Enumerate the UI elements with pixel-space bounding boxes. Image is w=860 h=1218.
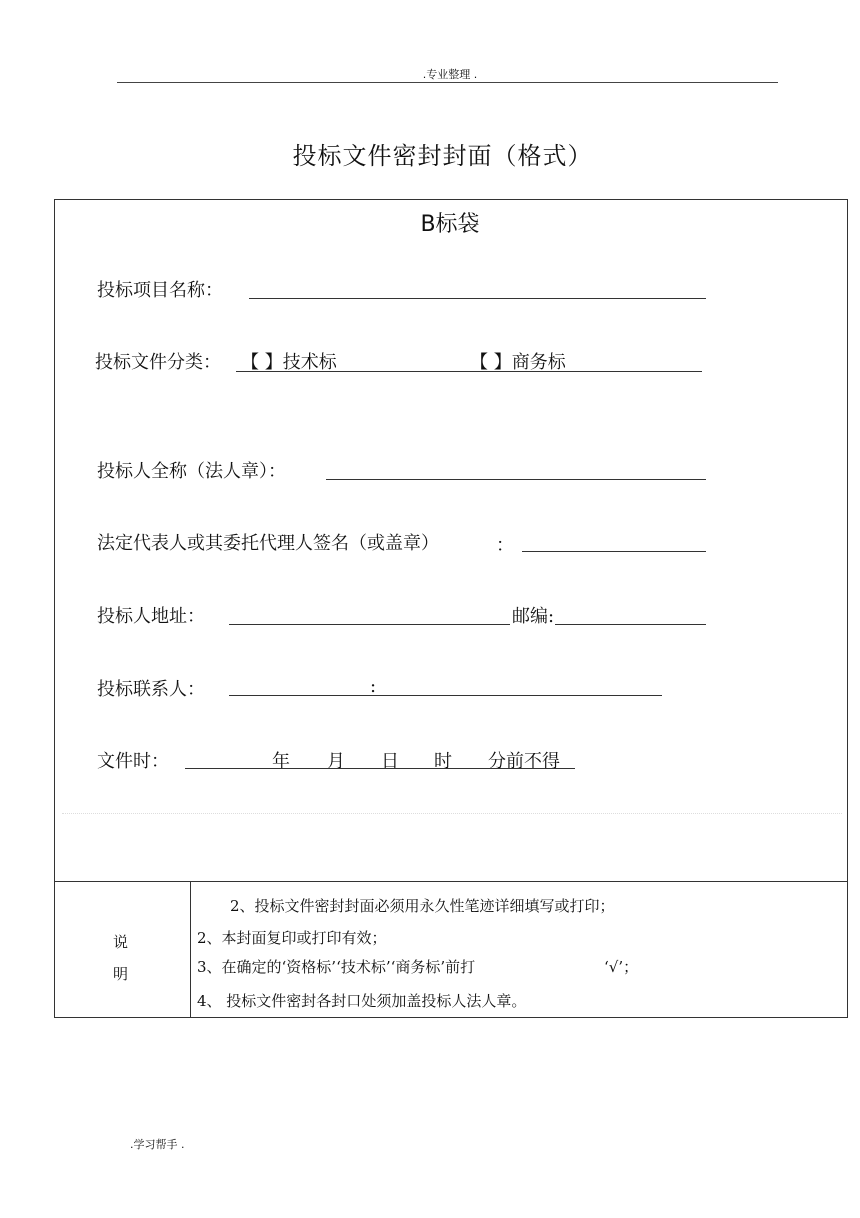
contact-label: 投标联系人：: [97, 679, 205, 700]
note-item-3: 3、在确定的‘资格标’‘技术标’‘商务标’前打: [197, 958, 476, 976]
page-footer: .学习帮手 .: [130, 1138, 185, 1151]
postcode-field[interactable]: [555, 624, 706, 625]
page-title: 投标文件密封封面（格式）: [292, 142, 593, 170]
note-item-4: 4、 投标文件密封各封口处须加盖投标人法人章。: [197, 992, 527, 1010]
signature-label: 法定代表人或其委托代理人签名（或盖章）: [97, 533, 439, 554]
postcode-label: 邮编:: [512, 606, 555, 627]
address-label: 投标人地址：: [97, 606, 205, 627]
signature-field[interactable]: [522, 551, 706, 552]
faint-divider: [62, 813, 842, 814]
signature-colon: ：: [496, 535, 514, 556]
contact-colon: :: [370, 676, 377, 697]
notes-divider: [54, 881, 848, 882]
notes-side-label-1: 说: [113, 933, 129, 951]
time-hour: 时: [434, 751, 452, 772]
category-option-technical[interactable]: 【 】技术标: [241, 352, 337, 373]
address-field[interactable]: [229, 624, 510, 625]
time-month: 月: [327, 751, 345, 772]
category-option-business[interactable]: 【 】商务标: [470, 352, 566, 373]
header-rule: [117, 82, 778, 83]
time-field[interactable]: [185, 768, 575, 769]
bidder-name-field[interactable]: [326, 479, 706, 480]
time-day: 日: [381, 751, 399, 772]
category-underline: [236, 371, 702, 372]
notes-side-label-2: 明: [113, 965, 129, 983]
notes-column-divider: [190, 881, 191, 1018]
category-label: 投标文件分类：: [95, 352, 221, 373]
time-year: 年: [272, 751, 290, 772]
note-item-1: 2、投标文件密封封面必须用永久性笔迹详细填写或打印；: [230, 897, 615, 915]
project-name-field[interactable]: [249, 298, 706, 299]
time-suffix: 分前不得: [488, 751, 560, 772]
note-item-3-tail: ‘√’；: [604, 958, 639, 976]
time-label: 文件时：: [97, 751, 169, 772]
project-name-label: 投标项目名称：: [97, 280, 223, 301]
page-header: .专业整理 .: [422, 68, 478, 81]
contact-field[interactable]: [229, 695, 662, 696]
bidder-name-label: 投标人全称（法人章）：: [97, 461, 286, 482]
bag-label: B标袋: [420, 212, 480, 237]
note-item-2: 2、本封面复印或打印有效；: [197, 929, 387, 947]
